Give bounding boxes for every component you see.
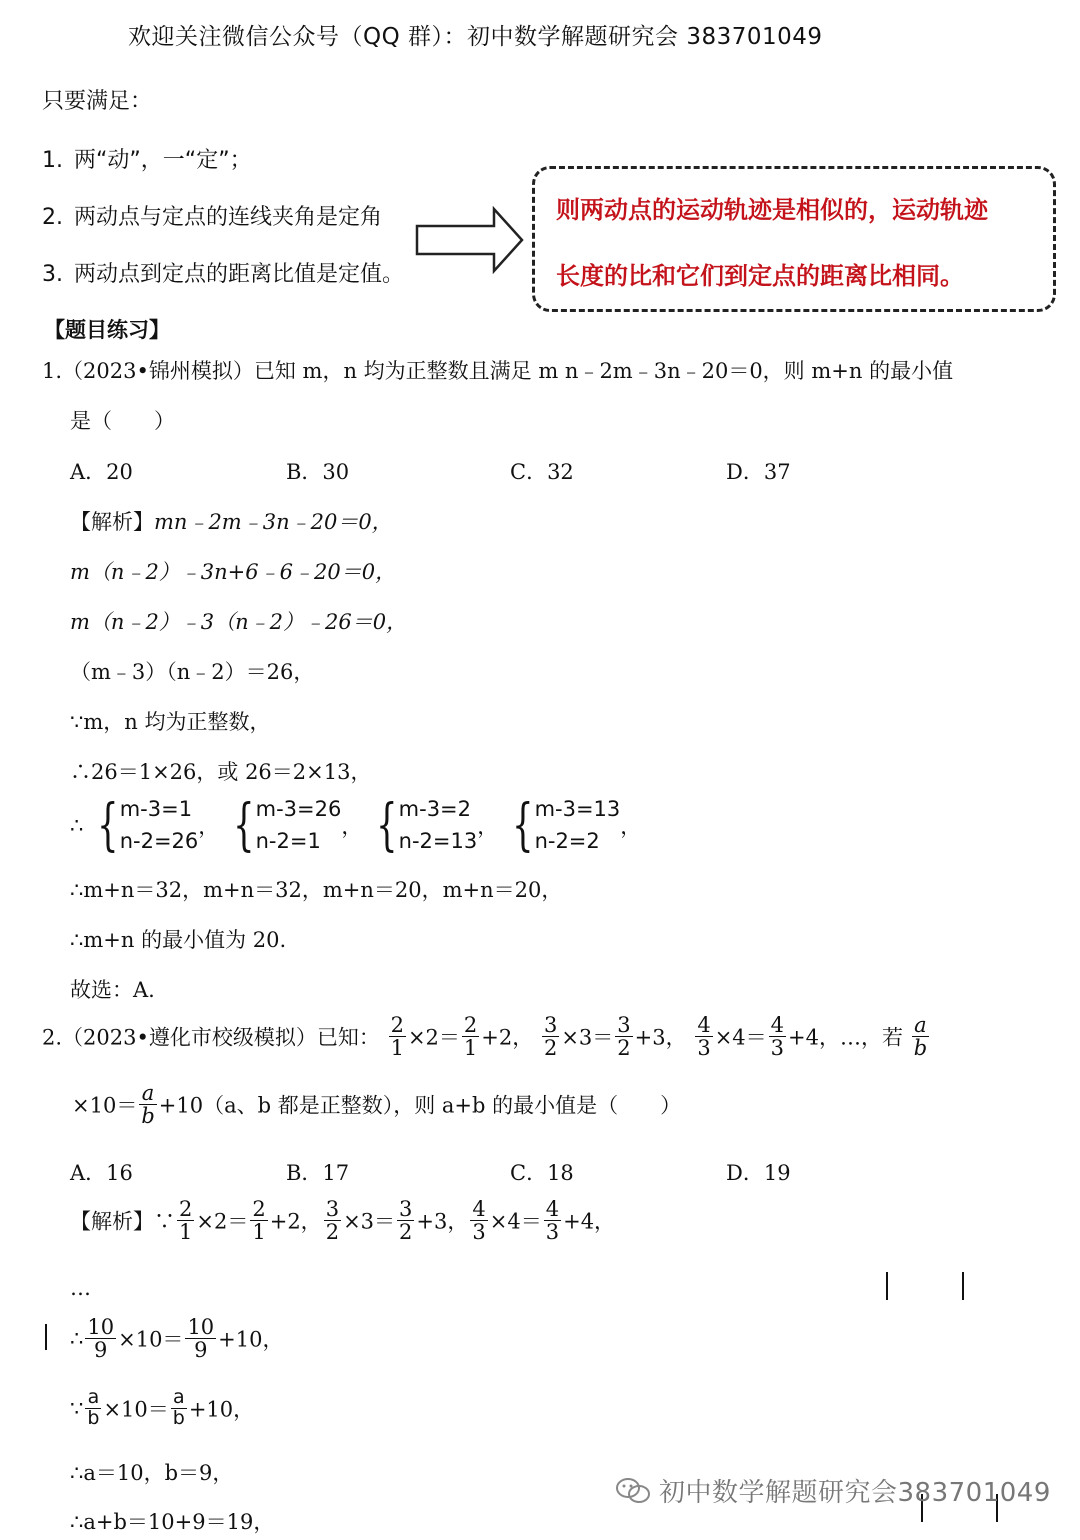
condition-2 (42, 200, 382, 231)
q2-step-2: ∴a+b＝10+9＝19， (70, 1510, 275, 1534)
q1-step-3: （m﹣3）（n﹣2）＝26， (70, 660, 315, 684)
watermark (615, 1472, 1051, 1509)
vertical-mark (886, 1272, 888, 1300)
q2-step-frac-10-9: ∴ $\frac{10}{9}$ ×10＝ $\frac{10}{9}$ +10， (70, 1315, 284, 1363)
vertical-mark (962, 1272, 964, 1300)
equation: m-3=1 (119, 797, 193, 821)
q1-systems-row: ∴ { m-3=1 n-2=26 ， { m-3=26 n-2=1 ， { m-3=2 n-2=13 ， { m-3=13 n-2=2 ， (70, 792, 642, 858)
q1-step-1: m（n﹣2）﹣3n+6﹣6﹣20＝0， (70, 560, 397, 584)
header-text: 欢迎关注微信公众号（QQ 群）：初中数学解题研究会 383701049 (128, 24, 823, 50)
q1-after-1: ∴m+n＝32，m+n＝32，m+n＝20，m+n＝20， (70, 878, 563, 902)
condition-1 (42, 143, 252, 174)
q1-after-2: ∴m+n 的最小值为 20. (70, 928, 287, 952)
left-brace-icon: { (233, 792, 255, 858)
condition-text: 两动点与定点的连线夹角是定角 (74, 205, 383, 230)
left-brace-icon: { (97, 792, 119, 858)
condition-number: 1. (42, 148, 63, 173)
q1-step-5: ∴26＝1×26，或 26＝2×13， (70, 760, 372, 784)
q2-ellipsis: … (70, 1276, 91, 1300)
q2-step-frac-a-b: ∵ $\frac{a}{b}$ ×10＝ $\frac{a}{b}$ +10， (70, 1386, 255, 1429)
q1-option-a: A．20 (70, 460, 133, 484)
condition-text: 两“动”，一“定”； (74, 148, 252, 173)
q1-stem-line2: 是（ ） (70, 409, 175, 433)
intro-title: 只要满足： (42, 89, 153, 114)
analysis-label: 【解析】 (70, 510, 154, 534)
condition-number: 3. (42, 262, 63, 287)
analysis-text: mn﹣2m﹣3n﹣20＝0， (154, 510, 393, 534)
q1-stem-line1: 1.（2023•锦州模拟）已知 m，n 均为正整数且满足 m n﹣2m﹣3n﹣20＝0，则 m+n 的最小值 (42, 359, 954, 383)
equation-system-1 (90, 794, 198, 857)
q2-stem-line2: ×10＝ $\frac{a}{b}$ +10（a、b 都是正整数），则 a+b 的最小值是（ ） (72, 1081, 682, 1129)
q1-option-d: D．37 (726, 460, 791, 484)
q2-option-d: D．19 (726, 1161, 791, 1185)
q2-stem-line1: 2.（2023•遵化市校级模拟）已知： $\frac{2}{1}$ ×2＝ $\frac{2}{1}$ +2， $\frac{3}{2}$ ×3＝ $\frac{3}{2}$ +3， $\frac{4}{3}$ ×4＝ $\frac{4}{3}$ +4，…，若 $\frac{a}{b}$ (42, 1013, 928, 1061)
left-brace-icon: { (376, 792, 398, 858)
left-brace-icon: { (512, 792, 534, 858)
conclusion-line-1: 则两动点的运动轨迹是相似的，运动轨迹 (556, 196, 988, 224)
conclusion-line-2: 长度的比和它们到定点的距离比相同。 (556, 262, 964, 290)
equation: n-2=2 (534, 828, 600, 853)
section-title: 【题目练习】 (44, 318, 170, 342)
q2-step-1: ∴a＝10，b＝9， (70, 1461, 234, 1485)
q1-step-2: m（n﹣2）﹣3（n﹣2）﹣26＝0， (70, 610, 408, 634)
q2-option-b: B．17 (286, 1161, 350, 1185)
q2-analysis-first: 【解析】∵ $\frac{2}{1}$ ×2＝ $\frac{2}{1}$ +2， $\frac{3}{2}$ ×3＝ $\frac{3}{2}$ +3， $\frac{4}{3}$ ×4＝ $\frac{4}{3}$ +4， (70, 1197, 616, 1245)
condition-3 (42, 257, 404, 288)
equation: m-3=26 (255, 797, 342, 821)
therefore-symbol: ∴ (70, 813, 84, 838)
equation-system-2 (226, 794, 341, 857)
watermark-text: 初中数学解题研究会383701049 (659, 1478, 1051, 1508)
q1-option-b: B．30 (286, 460, 350, 484)
equation: m-3=2 (398, 797, 472, 821)
equation: n-2=26 (119, 828, 199, 853)
q1-option-c: C．32 (510, 460, 574, 484)
condition-text: 两动点到定点的距离比值是定值。 (74, 262, 405, 287)
q1-step-4: ∵m，n 均为正整数， (70, 710, 271, 734)
equation-system-4 (505, 794, 620, 857)
analysis-label: 【解析】∵ (70, 1209, 175, 1234)
equation: n-2=1 (255, 828, 321, 853)
q1-after-3: 故选：A. (70, 978, 155, 1002)
right-arrow-icon (414, 206, 526, 274)
q2-line2-pre: ×10＝ (72, 1093, 138, 1118)
equation: n-2=13 (398, 828, 478, 853)
vertical-mark (45, 1324, 47, 1350)
q1-analysis-first (70, 506, 393, 536)
q2-option-a: A．16 (70, 1161, 133, 1185)
equation-system-3 (369, 794, 477, 857)
q2-option-c: C．18 (510, 1161, 574, 1185)
wechat-icon (615, 1477, 651, 1505)
q2-line2-post: +10（a、b 都是正整数），则 a+b 的最小值是（ ） (158, 1093, 682, 1118)
q2-prefix: 2.（2023•遵化市校级模拟）已知： (42, 1025, 380, 1050)
equation: m-3=13 (534, 797, 621, 821)
condition-number: 2. (42, 205, 63, 230)
